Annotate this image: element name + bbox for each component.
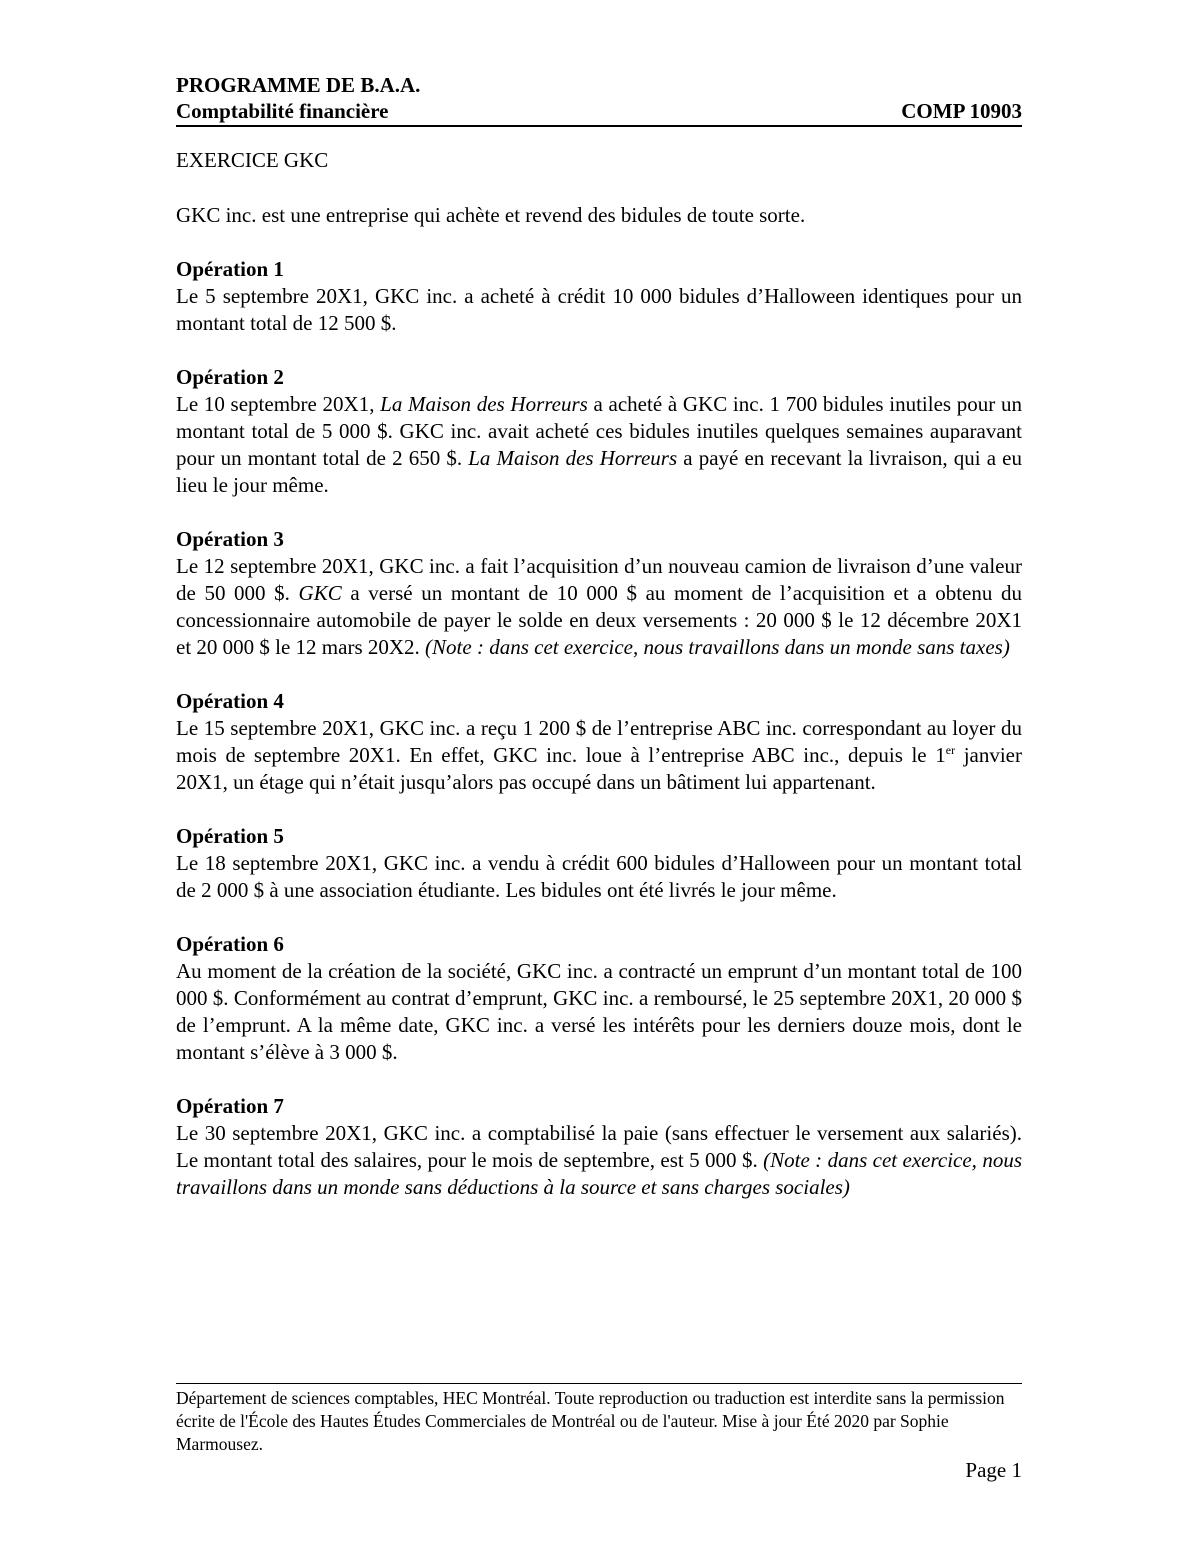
operation-title: Opération 6 xyxy=(176,932,284,956)
operation-text: Le 10 septembre 20X1, La Maison des Horreurs a acheté à GKC inc. 1 700 bidules inutiles pour un montant total de 5 000 $. GKC inc. avait acheté ces bidules inutiles quelques semaines auparavant pour un montant total de 2 650 $. La Maison des Horreurs a payé en recevant la livraison, qui a eu lieu le jour même. xyxy=(176,392,1022,497)
operation-title: Opération 2 xyxy=(176,365,284,389)
operation-title: Opération 3 xyxy=(176,527,284,551)
operation-title: Opération 7 xyxy=(176,1094,284,1118)
header-row xyxy=(176,98,1022,127)
page-number: Page 1 xyxy=(965,1458,1022,1482)
footer-note: Département de sciences comptables, HEC Montréal. Toute reproduction ou traduction est interdite sans la permission écrite de l'École des Hautes Études Commerciales de Montréal ou de l'auteur. Mise à jour Été 2020 par Sophie Marmousez. xyxy=(176,1383,1022,1456)
operation-title: Opération 4 xyxy=(176,689,284,713)
operation-text: Le 12 septembre 20X1, GKC inc. a fait l’acquisition d’un nouveau camion de livraison d’une valeur de 50 000 $. GKC a versé un montant de 10 000 $ au moment de l’acquisition et a obtenu du concessionnaire automobile de payer le solde en deux versements : 20 000 $ le 12 décembre 20X1 et 20 000 $ le 12 mars 20X2. (Note : dans cet exercice, nous travaillons dans un monde sans taxes) xyxy=(176,554,1022,659)
operation-4 xyxy=(176,688,1022,796)
operation-7 xyxy=(176,1093,1022,1201)
operation-3 xyxy=(176,526,1022,661)
course-name: Comptabilité financière xyxy=(176,99,389,123)
operation-text: Le 15 septembre 20X1, GKC inc. a reçu 1 200 $ de l’entreprise ABC inc. correspondant au loyer du mois de septembre 20X1. En effet, GKC inc. loue à l’entreprise ABC inc., depuis le 1er janvier 20X1, un étage qui n’était jusqu’alors pas occupé dans un bâtiment lui appartenant. xyxy=(176,716,1022,794)
intro-paragraph: GKC inc. est une entreprise qui achète et revend des bidules de toute sorte. xyxy=(176,203,806,227)
operation-2 xyxy=(176,364,1022,499)
program-title: PROGRAMME DE B.A.A. xyxy=(176,73,421,97)
operation-text: Le 30 septembre 20X1, GKC inc. a comptabilisé la paie (sans effectuer le versement aux salariés). Le montant total des salaires, pour le mois de septembre, est 5 000 $. (Note : dans cet exercice, nous travaillons dans un monde sans déductions à la source et sans charges sociales) xyxy=(176,1121,1022,1199)
operation-6 xyxy=(176,931,1022,1066)
operation-text: Au moment de la création de la société, GKC inc. a contracté un emprunt d’un montant total de 100 000 $. Conformément au contrat d’emprunt, GKC inc. a remboursé, le 25 septembre 20X1, 20 000 $ de l’emprunt. A la même date, GKC inc. a versé les intérêts pour les derniers douze mois, dont le montant s’élève à 3 000 $. xyxy=(176,959,1022,1064)
operation-5 xyxy=(176,823,1022,904)
exercise-title: EXERCICE GKC xyxy=(176,148,329,172)
operation-1 xyxy=(176,256,1022,337)
operation-title: Opération 5 xyxy=(176,824,284,848)
operation-text: Le 18 septembre 20X1, GKC inc. a vendu à crédit 600 bidules d’Halloween pour un montant total de 2 000 $ à une association étudiante. Les bidules ont été livrés le jour même. xyxy=(176,851,1022,902)
course-code: COMP 10903 xyxy=(901,99,1022,123)
operation-title: Opération 1 xyxy=(176,257,284,281)
document-page xyxy=(176,72,1022,1201)
operation-text: Le 5 septembre 20X1, GKC inc. a acheté à crédit 10 000 bidules d’Halloween identiques pour un montant total de 12 500 $. xyxy=(176,284,1022,335)
